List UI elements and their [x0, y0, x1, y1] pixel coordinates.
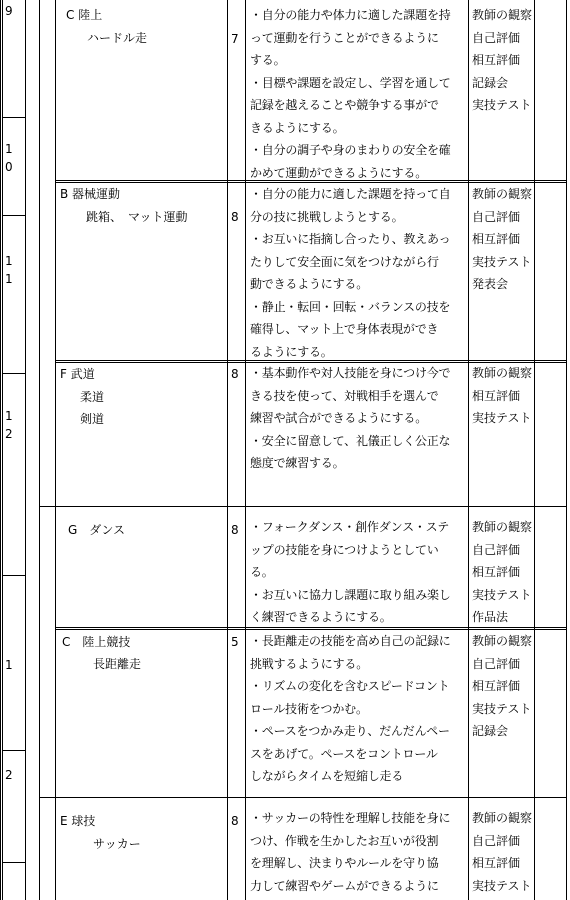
evaluation-methods: 教師の観察 自己評価 相互評価 実技テスト 作品法: [472, 520, 533, 624]
objectives: ・長距離走の技能を高め自己の記録に 挑戦するようにする。 ・リズムの変化を含むスピードコント ロール技術をつかむ。 ・ペースをつかみ走り、だんだんペー スをあげて。ペースをコントロール しながらタイムを短縮し走る: [250, 634, 451, 783]
month-divider: [2, 215, 25, 216]
evaluation-methods: 教師の観察 自己評価 相互評価 実技テスト 発表会: [472, 187, 533, 291]
column-divider: [25, 0, 26, 900]
column-divider: [39, 0, 40, 900]
month-label: 1 0: [5, 142, 13, 174]
unit-category: B 器械運動: [60, 187, 121, 201]
evaluation-methods: 教師の観察 自己評価 相互評価 実技テスト 記録会: [472, 634, 533, 738]
objectives: ・自分の能力や体力に適した課題を持 って運動を行うことができるように する。 ・目標や課題を設定し、学習を通して 記録を越えることや競争する事がで きるようにする。 ・自分の調子や身のまわりの安全を確 かめて運動ができるようにする。: [250, 8, 451, 180]
objectives: ・自分の能力に適した課題を持って自 分の技に挑戦しようとする。 ・お互いに指摘し合ったり、教えあっ たりして安全面に気をつけながら行 動できるようにする。 ・静止・転回・回転・バランスの技を 確得し、マット上で身体表現ができ るようにする。: [250, 187, 451, 359]
month-divider: [2, 575, 25, 576]
unit-name: ハードル走: [87, 31, 148, 45]
hours: 8: [231, 210, 239, 224]
hours: 5: [231, 635, 239, 649]
unit-category: F 武道: [60, 367, 95, 381]
month-label: 2: [5, 768, 13, 782]
unit-category: G ダンス: [68, 523, 126, 537]
month-label: 1 1: [5, 254, 13, 286]
row-divider: [39, 797, 566, 798]
unit-name: 柔道: [80, 390, 105, 404]
month-divider: [2, 117, 25, 118]
month-label: 1: [5, 658, 13, 672]
hours: 8: [231, 367, 239, 381]
column-divider: [534, 0, 535, 900]
table-left-border: [0, 0, 3, 900]
month-label: 1 2: [5, 409, 13, 441]
month-divider: [2, 862, 25, 863]
column-divider: [245, 0, 246, 900]
evaluation-methods: 教師の観察 相互評価 実技テスト: [472, 366, 533, 425]
unit-category: C 陸上: [66, 8, 103, 22]
unit-category: E 球技: [60, 814, 96, 828]
column-divider: [468, 0, 469, 900]
evaluation-methods: 教師の観察 自己評価 相互評価 記録会 実技テスト: [472, 8, 533, 112]
unit-name: 剣道: [80, 412, 105, 426]
month-divider: [2, 373, 25, 374]
objectives: ・サッカーの特性を理解し技能を身に つけ、作戦を生かしたお互いが役割 を理解し、決まりやルールを守り協 力して練習やゲームができるように: [250, 811, 451, 893]
row-divider: [39, 506, 566, 507]
evaluation-methods: 教師の観察 自己評価 相互評価 実技テスト: [472, 811, 533, 893]
column-divider: [55, 0, 56, 900]
hours: 7: [231, 32, 239, 46]
unit-category: C 陸上競技: [62, 635, 131, 649]
hours: 8: [231, 523, 239, 537]
month-label: 9: [5, 4, 13, 18]
unit-name: サッカー: [93, 837, 141, 851]
table-right-border: [566, 0, 567, 900]
column-divider: [227, 0, 228, 900]
hours: 8: [231, 814, 239, 828]
month-divider: [2, 750, 25, 751]
objectives: ・基本動作や対人技能を身につけ今で きる技を使って、対戦相手を選んで 練習や試合ができるようにする。 ・安全に留意して、礼儀正しく公正な 態度で練習する。: [250, 366, 451, 470]
unit-name: 跳箱、 マット運動: [86, 210, 188, 224]
objectives: ・フォークダンス・創作ダンス・ステ ップの技能を身につけようとしてい る。 ・お互いに協力し課題に取り組み楽し く練習できるようにする。: [250, 520, 451, 624]
unit-name: 長距離走: [93, 657, 142, 671]
